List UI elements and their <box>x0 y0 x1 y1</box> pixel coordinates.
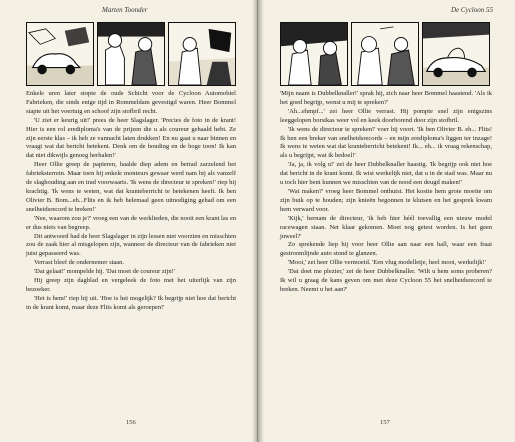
comic-strip-right <box>280 22 490 86</box>
paragraph: 'Kijk,' hernam de directeur, 'ik heb hier héél toevallig een nieuw model racewagen staan. Net klaar gekomen. Moet nog getest worden. Is het geen juweel?' <box>280 214 492 240</box>
page-number-left: 156 <box>126 419 136 426</box>
paragraph: 'Het is hem!' riep hij uit. 'Hoe is het mogelijk? Ik begrijp niet hoe dat bericht in de krant komt, maar deze Flits komt als geroepen!' <box>26 294 236 311</box>
comic-panel-left-1 <box>26 22 94 86</box>
comic-strip-left <box>26 22 236 86</box>
comic-panel-right-2 <box>351 22 419 86</box>
body-text-right <box>280 90 492 295</box>
paragraph: Heer Ollie greep de papieren, haalde diep adem en betrad zarzelend het fabrieksterrein. Maar toen hij enkele monteurs gewaar werd nam hij als vanzelf de slaghouding aan en trad voorwaarts. 'Ik wens de directeur te spreken!' riep hij krachtig. 'Ik wens te weten, wat dat kranteberricht te betekenen heeft. Ik ben Olivier B. Bom...eh...Flits en ik heb helemaal geen uitnodiging gehad om een snelheidsrecord te breken!' <box>26 161 236 213</box>
comic-panel-right-1 <box>280 22 348 86</box>
paragraph: 'Ja, ja, ik volg u!' zei de heer Dubbelknaller haastig. 'Ik begrijp ook niet hoe dat bericht in de krant komt. Ik wist werkelijk niet, dat u in de stad was. Maar nu u toch hier bent kunnen we misschien van de nood een deugd maken!' <box>280 161 492 187</box>
running-head-right: De Cycloon 55 <box>451 6 493 14</box>
comic-panel-right-3 <box>422 22 490 86</box>
paragraph: 'Nee, waarom zou je?' vroeg een van de werklieden, die nooit een krant las en er dus niets van begreep. <box>26 214 236 231</box>
paragraph: 'Mooi,' zei heer Ollie vermoeid. 'Een vlug modelletje, heel mooi, werkelijk!' <box>288 259 486 267</box>
paragraph: 'Mijn naam is Dubbelknaller!' sprak hij, zich naar heer Bommel haastend. 'Als ik het goed begrijp, wenst u mij te spreken?' <box>280 90 492 106</box>
paragraph: Zo sprekende liep hij voor heer Ollie aan naar een hall, waar een fraai gestroomlijnde auto stond te glanzen. <box>280 241 492 258</box>
comic-panel-left-3 <box>168 22 236 86</box>
paragraph: 'Wat maken?' vroeg heer Bommel onthutst. Het kostte hem grote moeite om zijn buik op te houden; zijn knieën begonnen te klutsen en het gesprek kwam hem verward voor. <box>280 187 492 213</box>
paragraph: 'Ah...ehmpf...' zei heer Ollie verrast. Hij pompte snel zijn enigszins leeggelopen borstkas weer vol en keek doorborend door zijn stofbril. <box>280 107 492 124</box>
comic-panel-left-2 <box>97 22 165 86</box>
paragraph: 'Dat gelaat!' mompelde hij. 'Dat moet de coureur zijn!' <box>34 268 175 276</box>
paragraph: 'Dat doet me plezier,' zei de heer Dubbelknaller. 'Wilt u hem soms proberen? Ik wil u graag de kans geven om met deze Cycloon 55 het snelheidsrecord te breken. Neemt u het aan?' <box>280 268 492 293</box>
right-page <box>258 0 515 442</box>
paragraph: Hij greep zijn dagblad en vergeleek de foto met het uiterlijk van zijn bezoeker. <box>26 277 236 293</box>
running-head-left: Marten Toonder <box>102 6 148 14</box>
paragraph: Verrast bleef de ondernemer staan. <box>34 259 125 267</box>
page-number-right: 157 <box>380 419 390 426</box>
paragraph: Enkele uren later stopte de oude Schicht voor de Cycloon Automobiel Fabrieken, die sinds enige tijd in Rommeldam gevestigd waren. Heer Bommel stapte uit het voertuig en schoof zijn stofbril recht. <box>26 90 236 115</box>
paragraph: 'U ziet er keurig uit!' prees de heer Slagslager. 'Precies de foto in de krant! Hier is een rol erediploma's van de prijzen die u als coureur gehaald hebt. Ze zijn eerste klas – ik heb ze vannacht laten drukken! En nu gaat u naar binnen en vraagt wat dat bericht betekent. Denk om de houding en de hoge toon! Ik kan dat niet dikwijls genoeg herhalen!' <box>26 116 236 160</box>
body-text-left <box>26 90 236 313</box>
paragraph: Dit antwoord had de heer Slagslager in zijn lessen niet voorzien en misschien zou de zaak hier al misgelopen zijn, wanneer de directeur van de fabrieken niet juist gepasseerd was. <box>26 232 236 258</box>
paragraph: 'Ik wens de directeur te spreken!' voer hij voort. 'Ik ben Olivier B. eh... Flits! Ik ben een breker van snelheidsrecords – en mijn erediploma's liggen ter inzage! Ik wens te weten wat dat kranteberricht betekent! Ik... eh... ik vraag rekenschap, als u begrijpt, wat ik bedoel!' <box>280 125 492 160</box>
